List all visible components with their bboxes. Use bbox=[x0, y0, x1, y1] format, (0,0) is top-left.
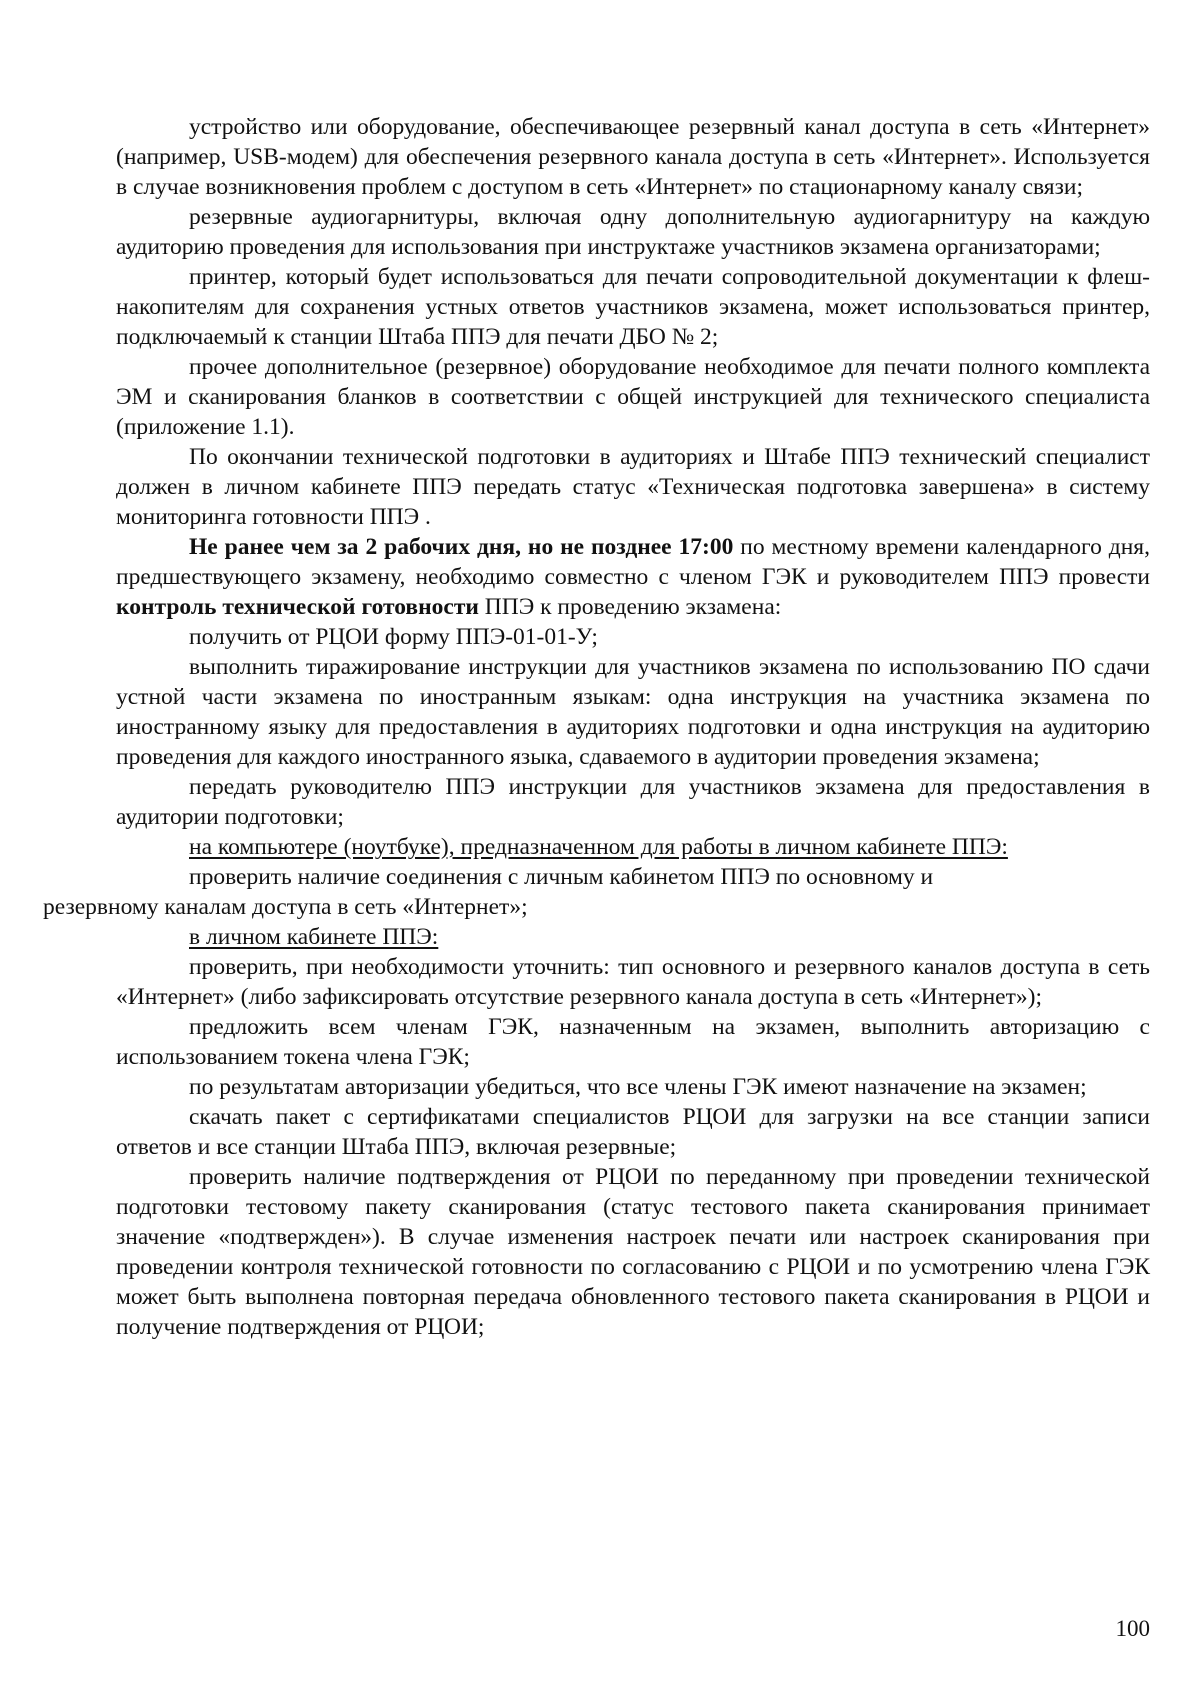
paragraph-copy-instructions: выполнить тиражирование инструкции для участников экзамена по использованию ПО сдачи устной части экзамена по иностранным языкам: одна инструкция на участника экзамена по иностранному языку для предоставления в аудиториях подготовки и одна инструкция на аудиторию проведения для каждого иностранного языка, сдаваемого в аудитории проведения экзамена; bbox=[116, 654, 1150, 770]
paragraph-get-form: получить от РЦОИ форму ППЭ-01-01-У; bbox=[189, 624, 598, 650]
page-number: 100 bbox=[1115, 1616, 1150, 1641]
paragraph-download-certificates: скачать пакет с сертификатами специалистов РЦОИ для загрузки на все станции записи ответов и все станции Штаба ППЭ, включая резервные; bbox=[116, 1104, 1150, 1160]
check-connection-continuation: резервному каналам доступа в сеть «Интернет»; bbox=[43, 894, 528, 920]
paragraph-other-equipment: прочее дополнительное (резервное) оборудование необходимое для печати полного комплекта ЭМ и сканирования бланков в соответствии с общей инструкцией для технического специалиста (приложение 1.1). bbox=[116, 354, 1150, 440]
paragraph-check-channels: проверить, при необходимости уточнить: тип основного и резервного каналов доступа в сеть «Интернет» (либо зафиксировать отсутствие резервного канала доступа в сеть «Интернет»); bbox=[116, 954, 1150, 1010]
readiness-control-bold: контроль технической готовности bbox=[116, 594, 479, 620]
paragraph-gek-authorization: предложить всем членам ГЭК, назначенным на экзамен, выполнить авторизацию с использованием токена члена ГЭК; bbox=[116, 1014, 1150, 1070]
paragraph-check-connection: проверить наличие соединения с личным кабинетом ППЭ по основному и резервному каналам доступа в сеть «Интернет»; bbox=[43, 864, 934, 920]
document-body bbox=[43, 112, 1150, 1342]
paragraph-computer-heading bbox=[116, 832, 1150, 862]
paragraph-printer: принтер, который будет использоваться для печати сопроводительной документации к флеш-накопителям для сохранения устных ответов участников экзамена, может использоваться принтер, подключаемый к станции Штаба ППЭ для печати ДБО № 2; bbox=[116, 264, 1150, 350]
cabinet-heading-underlined: в личном кабинете ППЭ: bbox=[189, 924, 439, 950]
paragraph-hand-over-instructions: передать руководителю ППЭ инструкции для участников экзамена для предоставления в аудитории подготовки; bbox=[116, 774, 1150, 830]
paragraph-tech-prep-status: По окончании технической подготовки в аудиториях и Штабе ППЭ технический специалист должен в личном кабинете ППЭ передать статус «Техническая подготовка завершена» в систему мониторинга готовности ППЭ . bbox=[116, 444, 1150, 530]
paragraph-scan-package-confirmation: проверить наличие подтверждения от РЦОИ по переданному при проведении технической подготовки тестовому пакету сканирования (статус тестового пакета сканирования принимает значение «подтвержден»). В случае изменения настроек печати или настроек сканирования при проведении контроля технической готовности по согласованию с РЦОИ и по усмотрению члена ГЭК может быть выполнена повторная передача обновленного тестового пакета сканирования в РЦОИ и получение подтверждения от РЦОИ; bbox=[116, 1164, 1150, 1340]
paragraph-readiness-control: Не ранее чем за 2 рабочих дня, но не позднее 17:00 по местному времени календарного дня, предшествующего экзамену, необходимо совместно с членом ГЭК и руководителем ППЭ провести контроль технической готовности ППЭ к проведению экзамена: bbox=[116, 534, 1150, 620]
deadline-bold: Не ранее чем за 2 рабочих дня, но не позднее 17:00 bbox=[189, 534, 734, 560]
paragraph-backup-headsets: резервные аудиогарнитуры, включая одну дополнительную аудиогарнитуру на каждую аудиторию проведения для использования при инструктаже участников экзамена организаторами; bbox=[116, 204, 1150, 260]
computer-heading-underlined: на компьютере (ноутбуке), предназначенном для работы в личном кабинете ППЭ: bbox=[189, 834, 1008, 860]
paragraph-gek-assignment: по результатам авторизации убедиться, что все члены ГЭК имеют назначение на экзамен; bbox=[189, 1074, 1087, 1100]
paragraph-backup-channel-device: устройство или оборудование, обеспечивающее резервный канал доступа в сеть «Интернет» (например, USB-модем) для обеспечения резервного канала доступа в сеть «Интернет». Используется в случае возникновения проблем с доступом в сеть «Интернет» по стационарному каналу связи; bbox=[116, 114, 1150, 200]
paragraph-cabinet-heading bbox=[116, 922, 1150, 952]
